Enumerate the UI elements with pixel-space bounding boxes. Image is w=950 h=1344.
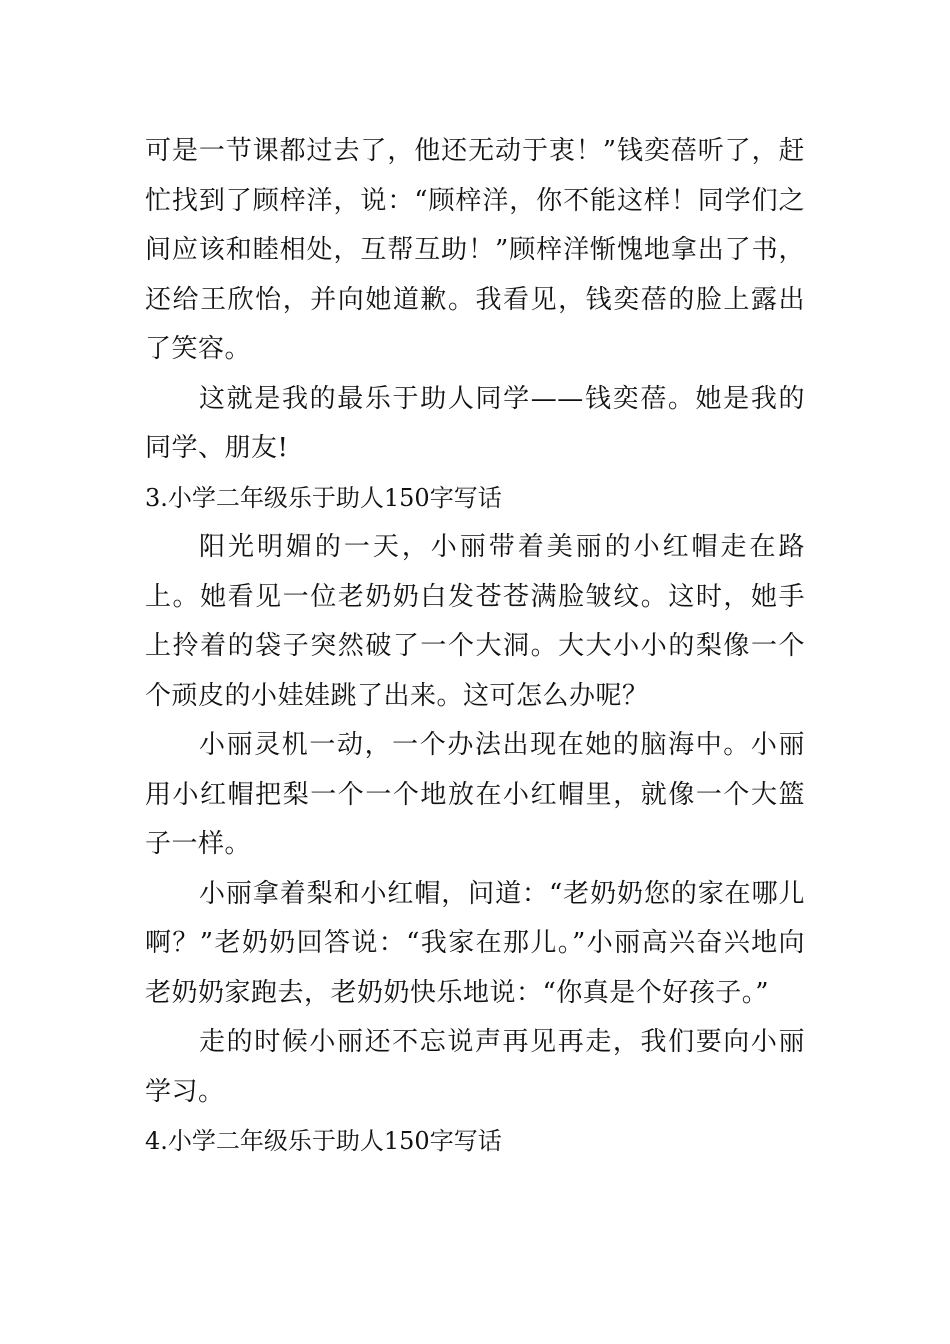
- section-heading-3: 3.小学二年级乐于助人150字写话: [145, 483, 502, 512]
- document-body: [145, 127, 805, 1167]
- paragraph-conclusion: 这就是我的最乐于助人同学——钱奕蓓。她是我的同学、朋友!: [145, 383, 805, 463]
- section-heading-4: 4.小学二年级乐于助人150字写话: [145, 1127, 502, 1155]
- paragraph-dialogue: 小丽拿着梨和小红帽，问道：“老奶奶您的家在哪儿啊？”老奶奶回答说：“我家在那儿。”小丽高兴奋兴地向老奶奶家跑去，老奶奶快乐地说：“你真是个好孩子。”: [145, 878, 805, 1008]
- paragraph-idea: 小丽灵机一动，一个办法出现在她的脑海中。小丽用小红帽把梨一个一个地放在小红帽里，就像一个大篮子一样。: [145, 730, 805, 859]
- paragraph-story-end: 可是一节课都过去了，他还无动于衷！”钱奕蓓听了，赶忙找到了顾梓洋，说：“顾梓洋，你不能这样！同学们之间应该和睦相处，互帮互助！”顾梓洋惭愧地拿出了书，还给王欣怡，并向她道歉。我看见，钱奕蓓的脸上露出了笑容。: [145, 136, 805, 364]
- paragraph-farewell: 走的时候小丽还不忘说声再见再走，我们要向小丽学习。: [145, 1027, 805, 1107]
- paragraph-sunny-day: 阳光明媚的一天，小丽带着美丽的小红帽走在路上。她看见一位老奶奶白发苍苍满脸皱纹。这时，她手上拎着的袋子突然破了一个大洞。大大小小的梨像一个个顽皮的小娃娃跳了出来。这可怎么办呢？: [145, 532, 805, 711]
